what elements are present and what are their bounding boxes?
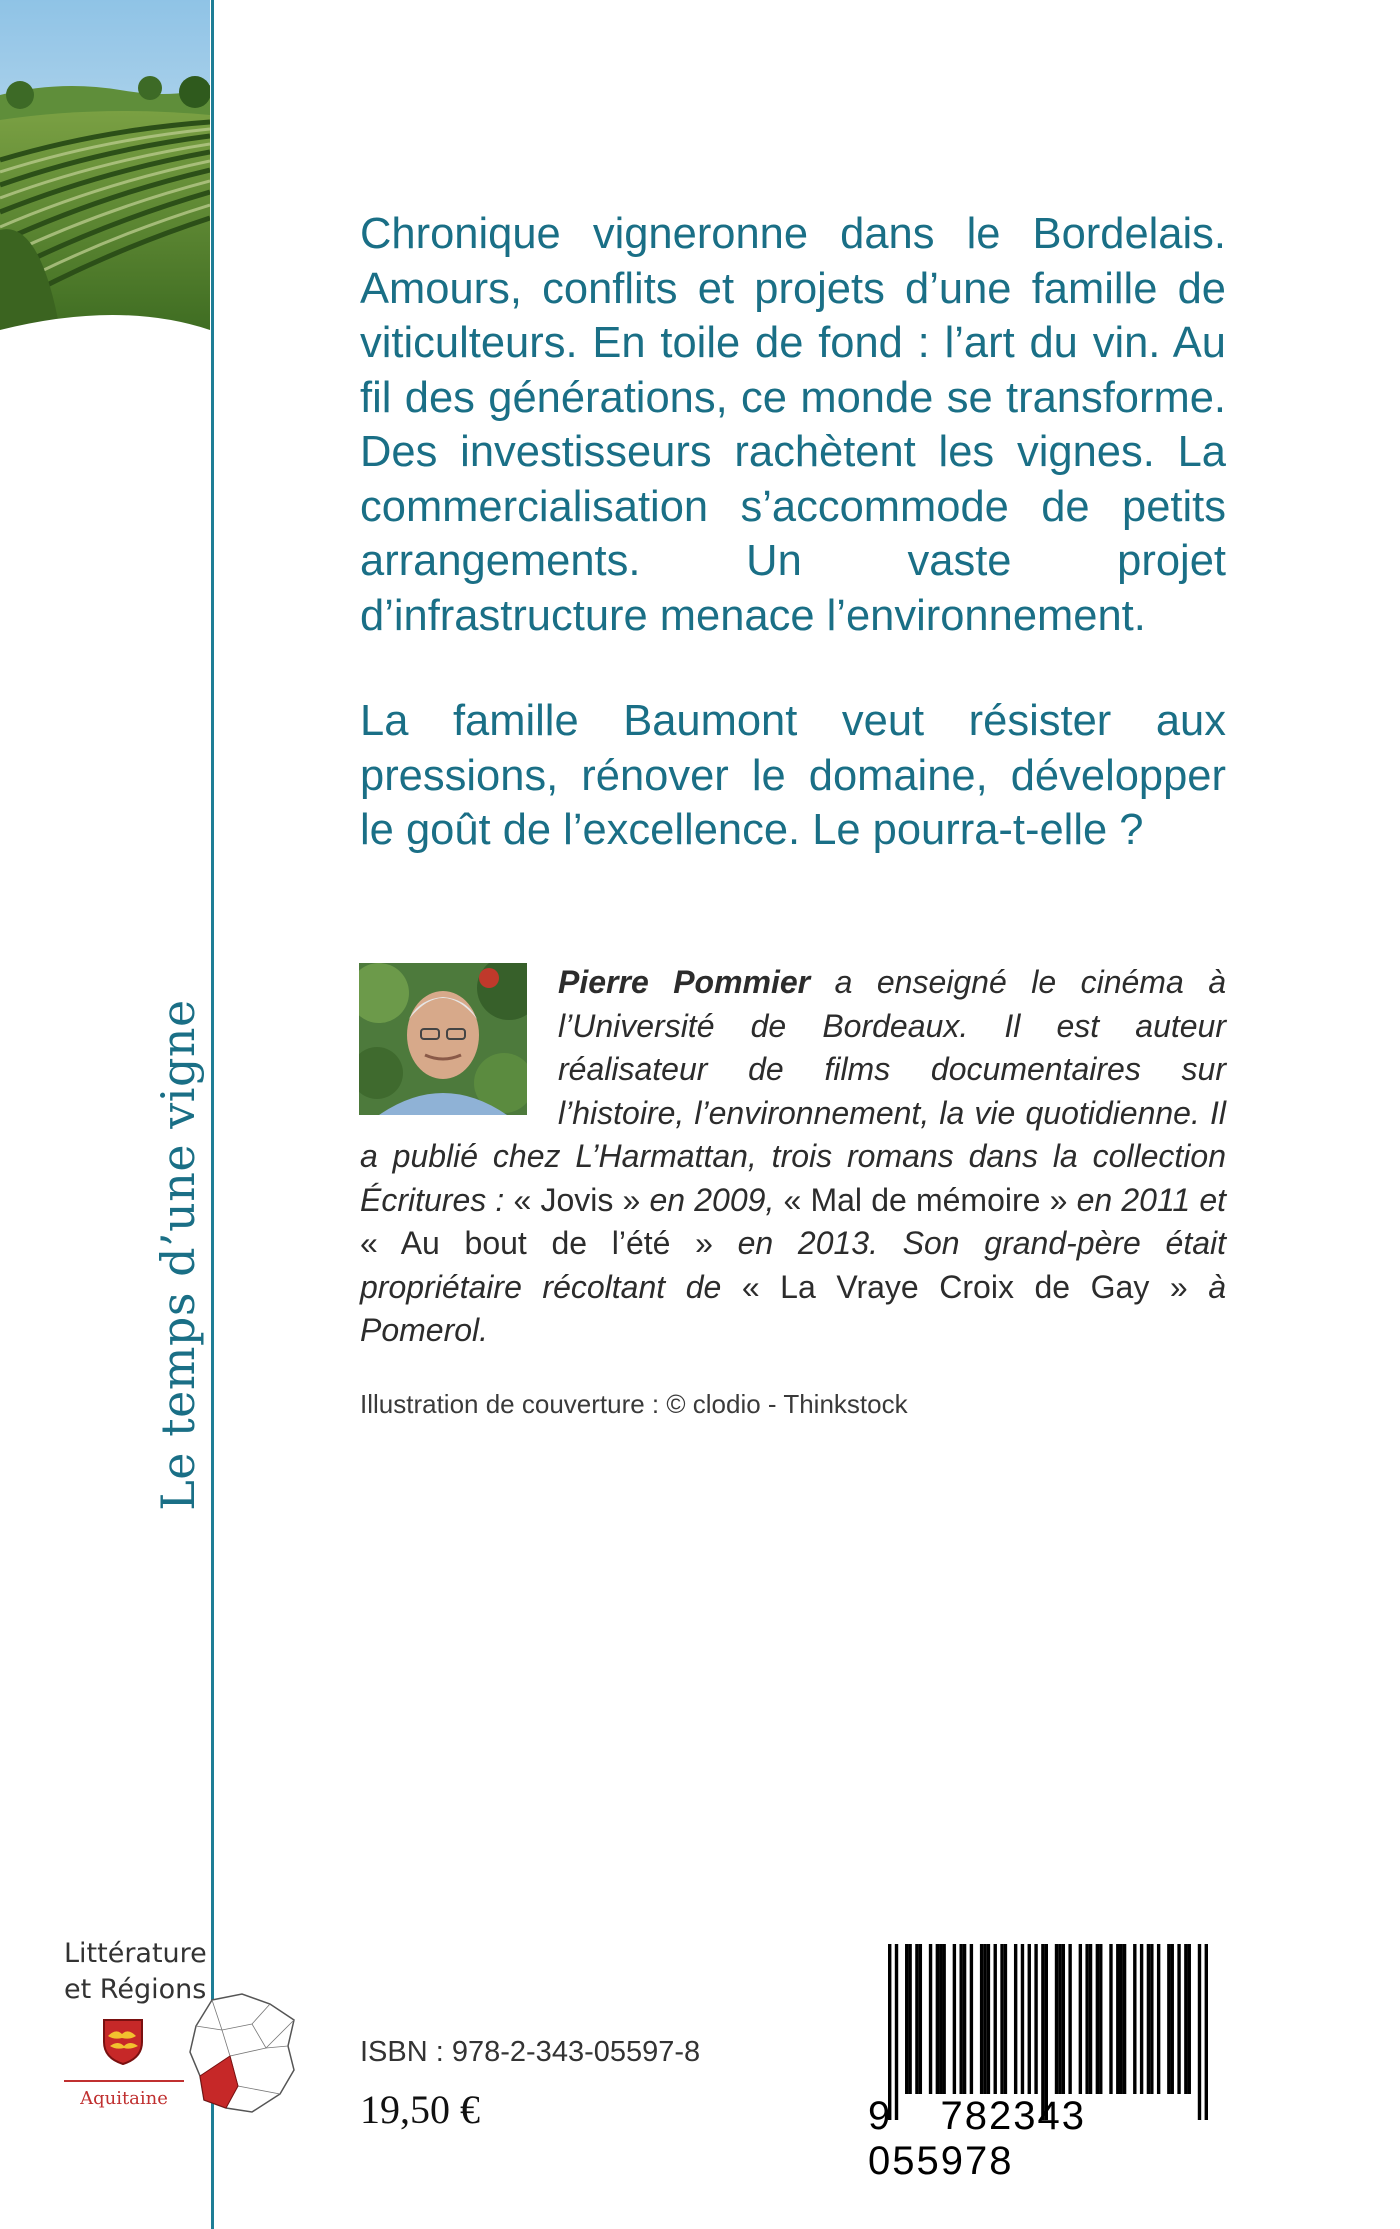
- spine-divider-line: [211, 0, 214, 2229]
- barcode-bar: [1109, 1944, 1112, 2094]
- bio-year-1: en 2009,: [640, 1181, 784, 1218]
- barcode-bar: [1119, 1944, 1122, 2094]
- barcode-bar: [1167, 1944, 1170, 2094]
- collection-name-line-2: et Régions: [64, 1974, 207, 2005]
- barcode-digits: [868, 2094, 1228, 2184]
- blurb-paragraph-1: Chronique vigneronne dans le Bordelais. Amours, conflits et projets d’une famille de viticulteurs. En toile de fond : l’art du vin. Au fil des générations, ce monde se transforme. Des investisseurs rachètent les vignes. La commercialisation s’accommode de petits arrangements. Un vaste projet d’infrastructure menace l’environnement.: [360, 210, 1226, 640]
- barcode-bar: [1021, 1944, 1024, 2094]
- barcode-bar: [1171, 1944, 1174, 2094]
- barcode-bar: [1055, 1944, 1058, 2094]
- crest-icon: [102, 2018, 144, 2066]
- bio-text-3: à Pomerol.: [360, 1268, 1226, 1348]
- barcode-bar: [1116, 1944, 1119, 2094]
- barcode-bar: [1123, 1944, 1126, 2094]
- barcode-bar: [1184, 1944, 1187, 2094]
- barcode-bar: [1068, 1944, 1071, 2094]
- barcode-bar: [1000, 1944, 1003, 2094]
- barcode-bar: [1147, 1944, 1150, 2094]
- spine-strip: [0, 0, 214, 2229]
- bio-text-2: en 2013. Son grand-père était propriétaire récoltant de: [360, 1225, 1226, 1305]
- barcode-bar: [987, 1944, 990, 2094]
- barcode-group-2: 055978: [868, 2139, 1014, 2183]
- barcode-bar: [1034, 1944, 1037, 2094]
- barcode-bar: [1133, 1944, 1136, 2094]
- barcode-bar: [1188, 1944, 1191, 2094]
- barcode-bar: [970, 1944, 973, 2094]
- barcode-bar: [980, 1944, 983, 2094]
- cover-illustration-credit: Illustration de couverture : © clodio - Thinkstock: [360, 1389, 908, 1419]
- barcode-bar: [915, 1944, 918, 2094]
- france-map-icon: [182, 1990, 302, 2120]
- collection-logo: [64, 1938, 304, 2128]
- author-name: Pierre Pommier: [558, 964, 811, 1000]
- barcode-bar: [942, 1944, 945, 2094]
- spine-title: Le temps d’une vigne: [151, 999, 205, 1511]
- book-title-au-bout-de-l-ete: « Au bout de l’été »: [360, 1225, 713, 1261]
- barcode-bar: [1150, 1944, 1153, 2094]
- barcode-bar: [1085, 1944, 1088, 2094]
- barcode-lead-digit: 9: [868, 2094, 893, 2138]
- collection-region: Aquitaine: [80, 2088, 168, 2109]
- barcode-bar: [1004, 1944, 1007, 2094]
- bio-year-2: en 2011 et: [1067, 1181, 1227, 1218]
- barcode-bar: [1028, 1944, 1031, 2094]
- barcode-bar: [919, 1944, 922, 2094]
- barcode-bar: [929, 1944, 932, 2094]
- estate-name: « La Vraye Croix de Gay »: [741, 1268, 1188, 1305]
- barcode-bar: [1157, 1944, 1160, 2094]
- author-bio: [360, 961, 1226, 1353]
- barcode-bar: [1079, 1944, 1082, 2094]
- barcode-bar: [1058, 1944, 1061, 2094]
- barcode-bar: [908, 1944, 911, 2094]
- barcode-bar: [1089, 1944, 1092, 2094]
- barcode-bar: [959, 1944, 962, 2094]
- collection-rule: [64, 2080, 184, 2082]
- isbn: ISBN : 978-2-343-05597-8: [360, 2036, 701, 2068]
- barcode-bar: [963, 1944, 966, 2094]
- barcode-bar: [905, 1944, 908, 2094]
- vineyard-photo: [0, 0, 210, 330]
- barcode-bar: [939, 1944, 942, 2094]
- barcode-bar: [983, 1944, 986, 2094]
- book-title-jovis: « Jovis »: [513, 1181, 641, 1218]
- collection-name-line-1: Littérature: [64, 1938, 207, 1969]
- barcode-bar: [1014, 1944, 1017, 2094]
- barcode-bar: [1062, 1944, 1065, 2094]
- price: 19,50 €: [360, 2087, 480, 2132]
- barcode-bar: [994, 1944, 997, 2094]
- barcode-bar: [1140, 1944, 1143, 2094]
- barcode-bar: [936, 1944, 939, 2094]
- blurb-paragraph-2: La famille Baumont veut résister aux pressions, rénover le domaine, développer le goût de l’excellence. Le pourra-t-elle ?: [360, 697, 1226, 854]
- barcode-bar: [1096, 1944, 1099, 2094]
- barcode-bar: [1177, 1944, 1180, 2094]
- barcode-group-1: 782343: [940, 2094, 1086, 2138]
- book-title-mal-de-memoire: « Mal de mémoire »: [783, 1181, 1068, 1218]
- barcode-bar: [1099, 1944, 1102, 2094]
- bio-text-1: a enseigné le cinéma à l’Université de Bordeaux. Il est auteur réalisateur de films documentaires sur l’histoire, l’environnement, la vie quotidienne. Il a publié chez L’Harmattan, trois romans dans la collection Écritures :: [360, 964, 1227, 1218]
- barcode-bar: [953, 1944, 956, 2094]
- photo-spacer: [360, 961, 558, 1135]
